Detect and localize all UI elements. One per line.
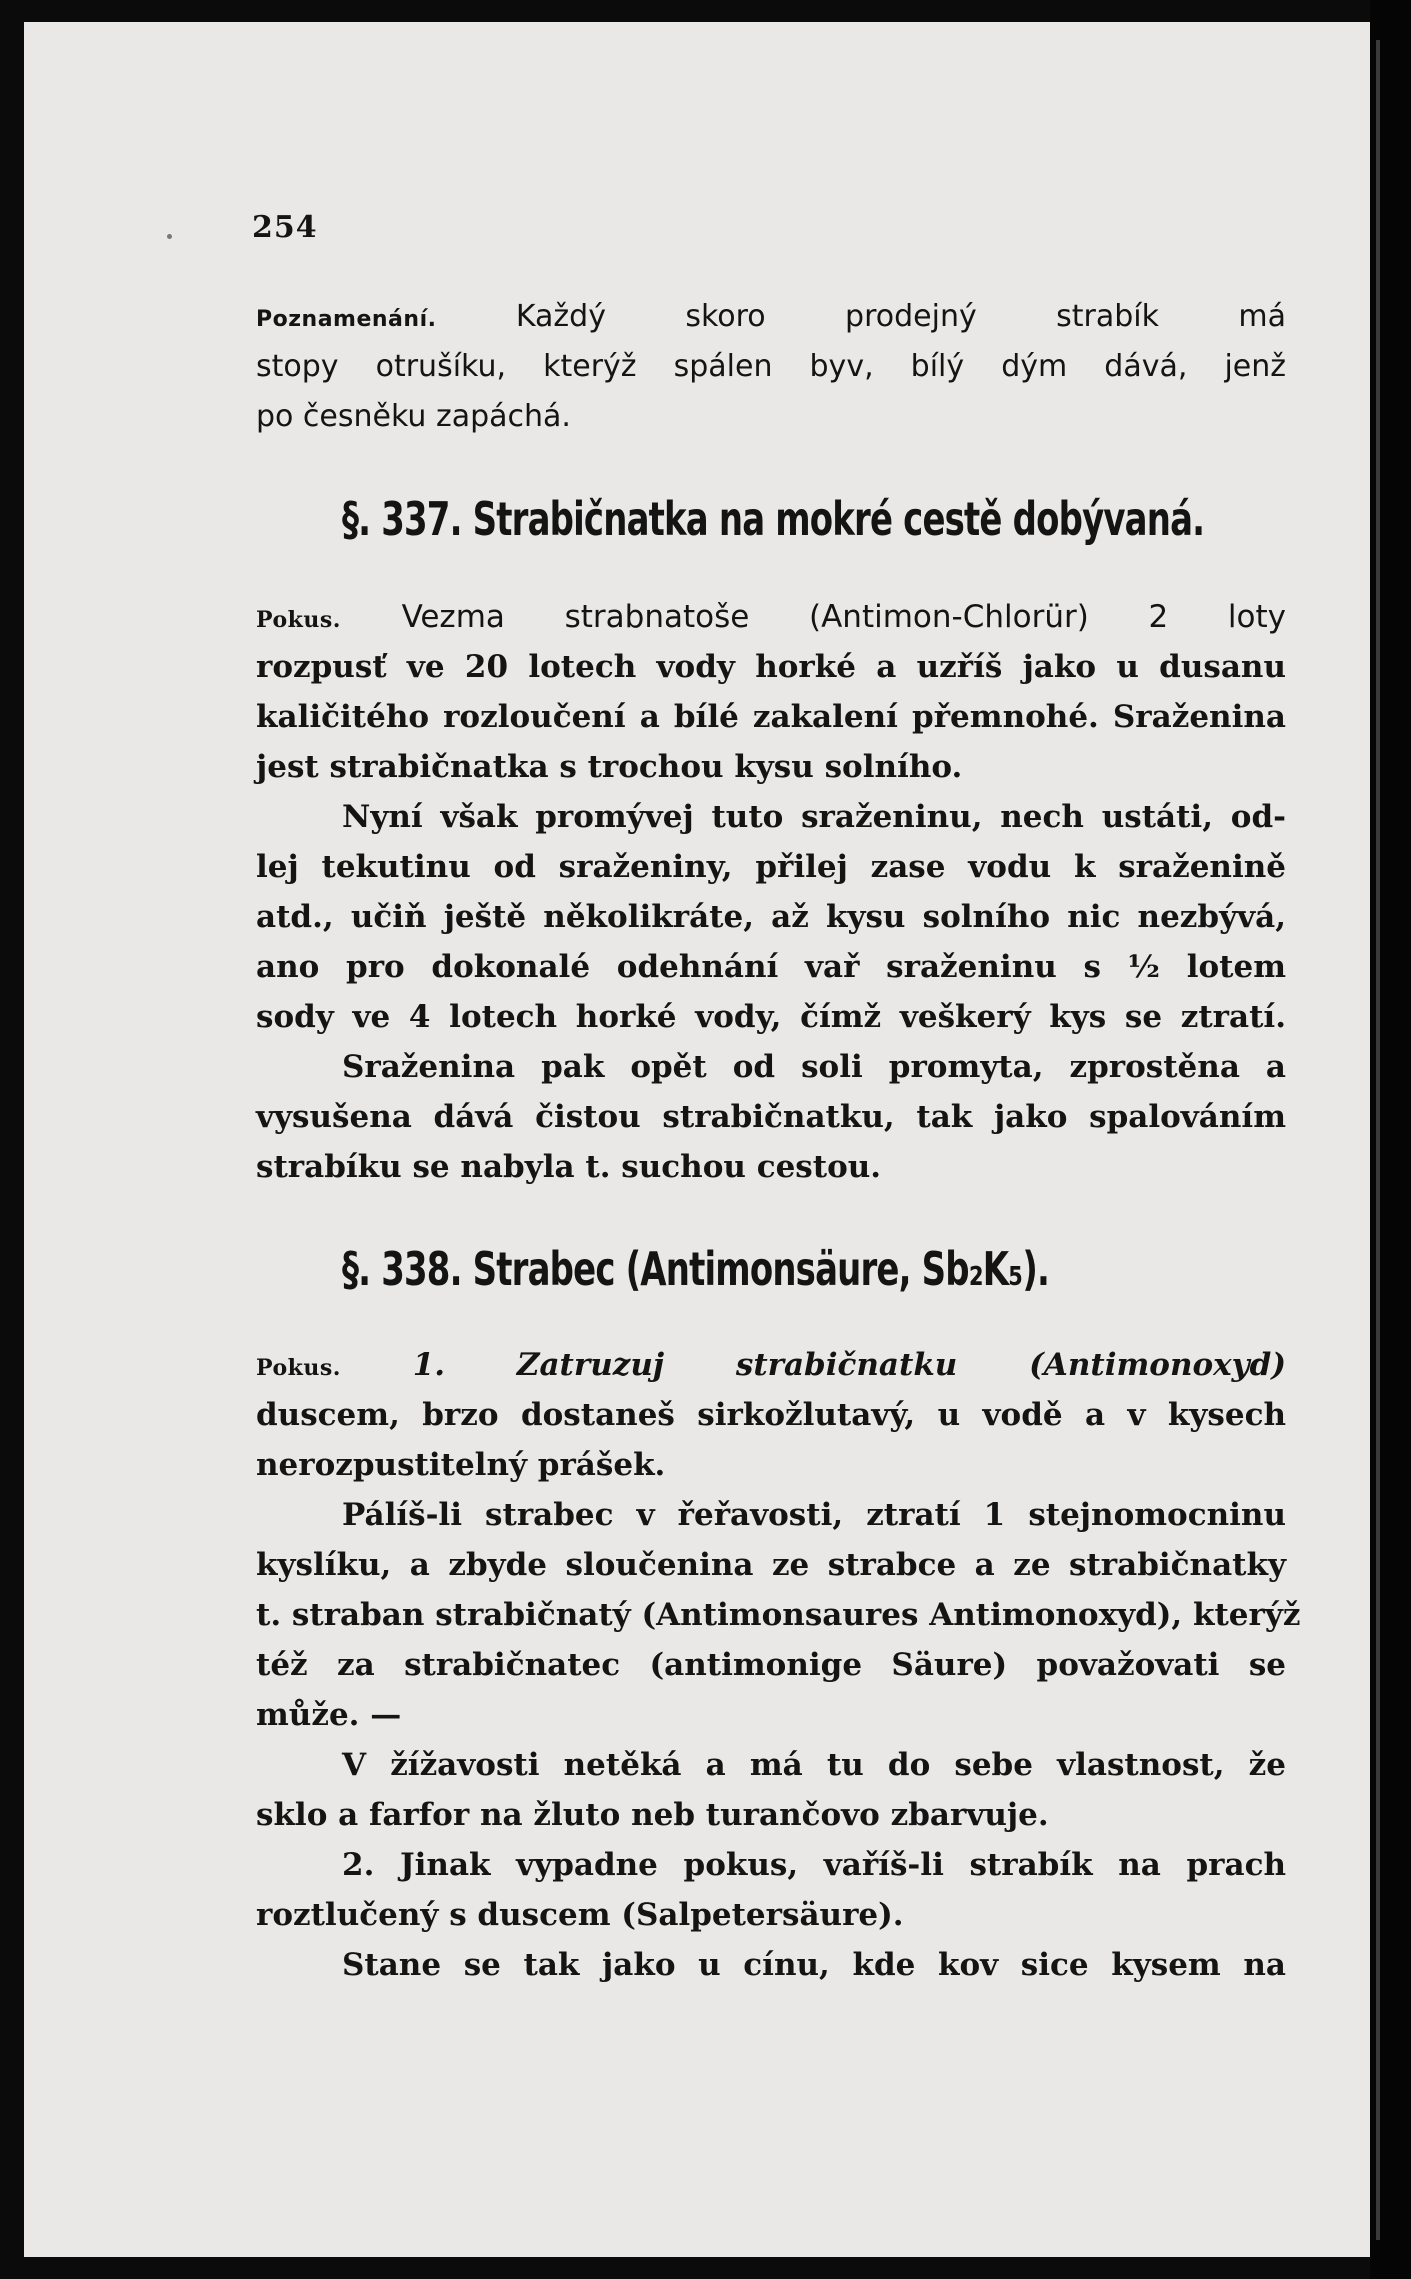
s338-line-10: sklo a farfor na žluto neb turančovo zbarvuje.: [256, 1797, 1049, 1833]
s337-line-1: Pokus. Vezma strabnatoše (Antimon-Chlorür) 2 loty: [256, 599, 1287, 635]
s337-line-8: ano pro dokonalé odehnání vař sraženinu s ½ lotem: [256, 949, 1286, 985]
s337-line-12: strabíku se nabyla t. suchou cestou.: [256, 1149, 882, 1185]
book-page: [24, 22, 1370, 2257]
section-337-body: [256, 592, 1286, 1192]
section-338-body: [256, 1340, 1301, 1990]
s338-line-9: V žížavosti netěká a má tu do sebe vlastnost, že: [342, 1747, 1286, 1783]
s338-line-7: též za strabičnatec (antimonige Säure) považovati se: [256, 1647, 1286, 1683]
s338-label: Pokus.: [256, 1355, 341, 1381]
note-label: Poznamenání.: [256, 307, 437, 332]
s338-line-12: roztlučený s duscem (Salpetersäure).: [256, 1897, 904, 1933]
section-338-heading: §. 338. Strabec (Antimonsäure, Sb₂K₅).: [342, 1242, 1050, 1296]
note-line-1: Poznamenání. Každý skoro prodejný strabík má: [256, 299, 1286, 334]
s337-line-7: atd., učiň ještě několikráte, až kysu solního nic nezbývá,: [256, 899, 1286, 935]
note-line-2: stopy otrušíku, kterýž spálen byv, bílý dým dává, jenž: [256, 349, 1286, 384]
s337-line-9: sody ve 4 lotech horké vody, čímž veškerý kys se ztratí.: [256, 999, 1286, 1035]
s338-line-11: 2. Jinak vypadne pokus, vaříš-li strabík na prach: [342, 1847, 1286, 1883]
s338-line-1: Pokus. 1. Zatruzuj strabičnatku (Antimonoxyd): [256, 1347, 1287, 1383]
page-number: 254: [252, 210, 318, 245]
s337-line-10: Sraženina pak opět od soli promyta, zprostěna a: [342, 1049, 1286, 1085]
s338-line-8: může. —: [256, 1697, 402, 1733]
note-paragraph: [256, 292, 1286, 442]
note-line-3: po česněku zapáchá.: [256, 399, 571, 434]
s337-line-3: kaličitého rozloučení a bílé zakalení přemnohé. Sraženina: [256, 699, 1286, 735]
scan-edge-line: [1376, 40, 1380, 2240]
s338-line-2: duscem, brzo dostaneš sirkožlutavý, u vodě a v kysech: [256, 1397, 1286, 1433]
s337-line-6: lej tekutinu od sraženiny, přilej zase vodu k sraženině: [256, 849, 1286, 885]
s337-line-11: vysušena dává čistou strabičnatku, tak jako spalováním: [256, 1099, 1286, 1135]
section-337-heading: §. 337. Strabičnatka na mokré cestě dobývaná.: [342, 492, 1205, 546]
s338-line-6: t. straban strabičnatý (Antimonsaures Antimonoxyd), kterýž: [256, 1597, 1301, 1633]
s338-line-5: kyslíku, a zbyde sloučenina ze strabce a ze strabičnatky: [256, 1547, 1286, 1583]
speck: [167, 234, 172, 239]
s337-line-4: jest strabičnatka s trochou kysu solního.: [256, 749, 963, 785]
s337-line-5: Nyní však promývej tuto sraženinu, nech ustáti, od-: [342, 799, 1286, 835]
s337-label: Pokus.: [256, 607, 341, 633]
s337-line-2: rozpusť ve 20 lotech vody horké a uzříš jako u dusanu: [256, 649, 1286, 685]
s338-line-13: Stane se tak jako u cínu, kde kov sice kysem na: [342, 1947, 1286, 1983]
s338-line-4: Pálíš-li strabec v řeřavosti, ztratí 1 stejnomocninu: [342, 1497, 1286, 1533]
s338-line-3: nerozpustitelný prášek.: [256, 1447, 666, 1483]
